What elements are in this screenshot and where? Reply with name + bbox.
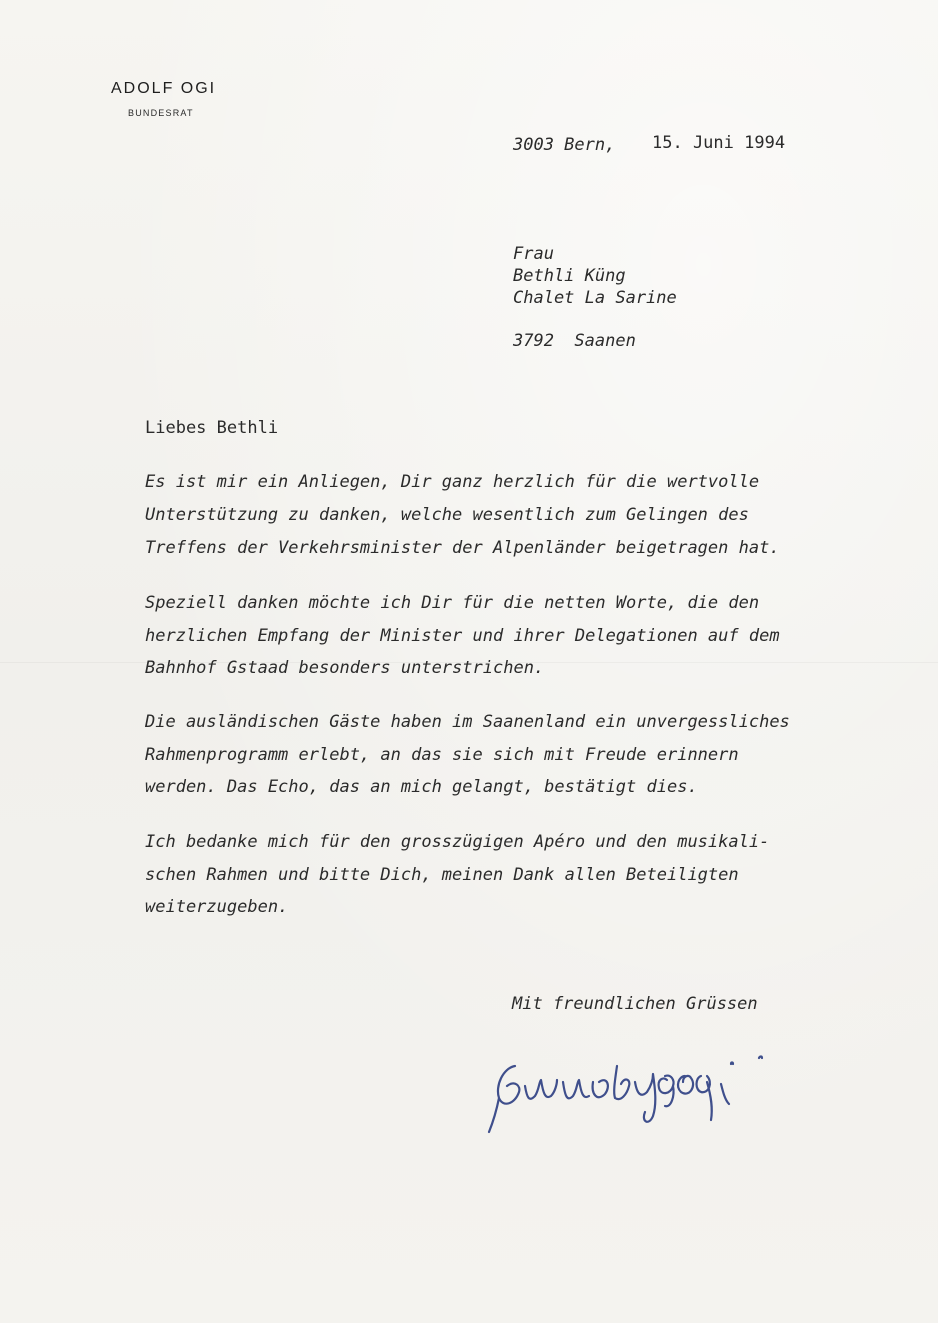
paragraph-2-line-2: herzlichen Empfang der Minister und ihrer Delegationen auf dem (145, 626, 780, 646)
recipient-line-1: Frau (513, 244, 554, 264)
letterhead-role: BUNDESRAT (128, 108, 194, 118)
paragraph-3-line-2: Rahmenprogramm erlebt, an das sie sich mit Freude erinnern (145, 745, 739, 765)
paragraph-4-line-1: Ich bedanke mich für den grosszügigen Apéro und den musikali- (145, 832, 770, 852)
salutation: Liebes Bethli (145, 418, 279, 438)
paragraph-2-line-1: Speziell danken möchte ich Dir für die netten Worte, die den (145, 593, 760, 613)
paragraph-1-line-1: Es ist mir ein Anliegen, Dir ganz herzlich für die wertvolle (145, 472, 760, 492)
recipient-line-2: Bethli Küng (513, 266, 626, 286)
date-day: 15. Juni 1994 (652, 133, 786, 153)
paragraph-1-line-3: Treffens der Verkehrsminister der Alpenländer beigetragen hat. (145, 538, 780, 558)
handwritten-signature (485, 1046, 825, 1136)
paragraph-2-line-3: Bahnhof Gstaad besonders unterstrichen. (145, 658, 545, 678)
date-place: 3003 Bern, (513, 135, 616, 155)
recipient-line-4: 3792 Saanen (513, 331, 636, 351)
paragraph-3-line-1: Die ausländischen Gäste haben im Saanenland ein unvergessliches (145, 712, 790, 732)
recipient-line-3: Chalet La Sarine (513, 288, 677, 308)
closing: Mit freundlichen Grüssen (512, 994, 758, 1014)
paragraph-3-line-3: werden. Das Echo, das an mich gelangt, bestätigt dies. (145, 777, 698, 797)
paragraph-1-line-2: Unterstützung zu danken, welche wesentlich zum Gelingen des (145, 505, 749, 525)
letterhead-name: ADOLF OGI (111, 80, 217, 97)
paragraph-4-line-3: weiterzugeben. (145, 897, 289, 917)
paragraph-4-line-2: schen Rahmen und bitte Dich, meinen Dank allen Beteiligten (145, 865, 739, 885)
